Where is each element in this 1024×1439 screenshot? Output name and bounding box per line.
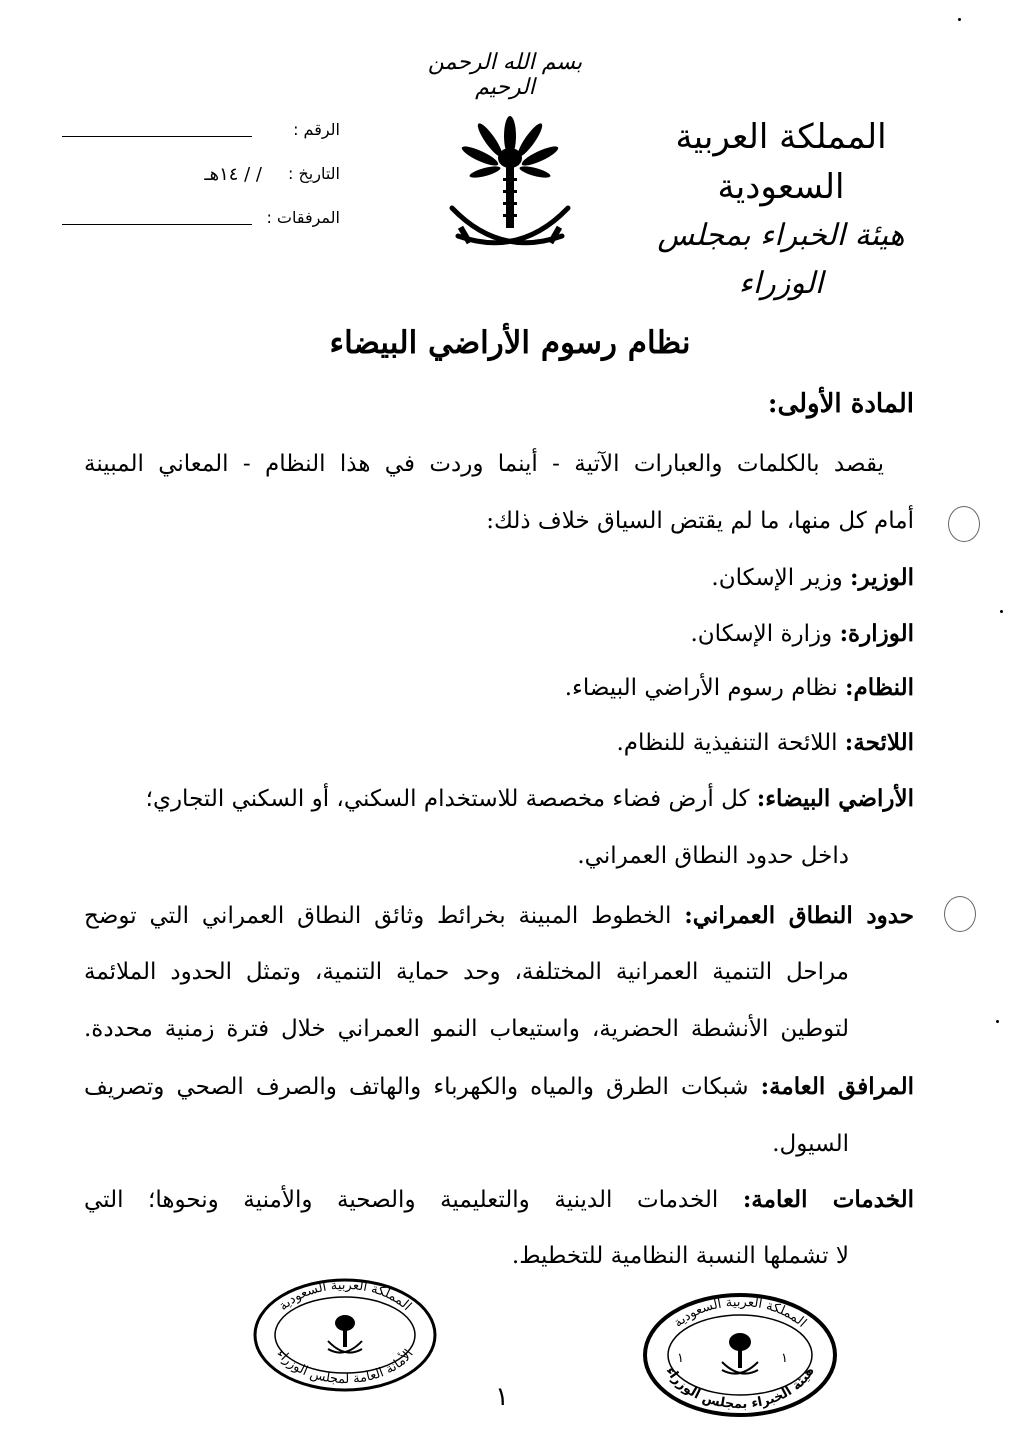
experts-commission-stamp: [640, 1290, 840, 1420]
definition-regulation: اللائحة: اللائحة التنفيذية للنظام.: [616, 729, 914, 756]
attachments-row: [40, 208, 340, 232]
attachments-line: [62, 224, 252, 225]
reference-row: [40, 120, 340, 144]
right-stamp-top-text: المملكة العربية السعودية: [671, 1294, 810, 1331]
definition-minister: الوزير: وزير الإسكان.: [711, 564, 914, 591]
organization-header: [612, 112, 950, 301]
definition-urban-boundary-continuation-2: لتوطين الأنشطة الحضرية، واستيعاب النمو العمراني خلال فترة زمنية محددة.: [84, 1016, 849, 1042]
kingdom-name: المملكة العربية السعودية: [675, 117, 887, 207]
definition-public-services-continuation: لا تشملها النسبة النظامية للتخطيط.: [511, 1243, 849, 1269]
authority-name: هيئة الخبراء بمجلس الوزراء: [657, 218, 905, 301]
intro-line-1: يقصد بالكلمات والعبارات الآتية - أينما وردت في هذا النظام - المعاني المبينة: [84, 451, 884, 477]
margin-mark: [948, 506, 980, 542]
article-heading: المادة الأولى:: [767, 389, 914, 419]
basmala: بسم الله الرحمن الرحيم: [427, 50, 583, 100]
definition-white-lands-continuation: داخل حدود النطاق العمراني.: [577, 843, 849, 869]
saudi-emblem-icon: [440, 108, 580, 268]
definition-public-services: الخدمات العامة: الخدمات الدينية والتعليمية والصحية والأمنية ونحوها؛ التي: [84, 1186, 914, 1213]
right-stamp-bottom-text: هيئة الخبراء بمجلس الوزراء: [662, 1364, 818, 1413]
margin-mark: [944, 896, 976, 932]
left-stamp-top-text: المملكة العربية السعودية: [276, 1277, 415, 1315]
general-secretariat-stamp: [250, 1275, 440, 1395]
intro-line-2: أمام كل منها، ما لم يقتض السياق خلاف ذلك:: [486, 508, 914, 534]
scan-speck: [958, 18, 961, 21]
scan-speck: [1000, 610, 1003, 613]
definition-urban-boundary: حدود النطاق العمراني: الخطوط المبينة بخرائط وثائق النطاق العمراني التي توضح: [84, 902, 914, 929]
reference-block: [40, 120, 340, 240]
page-number: ١: [495, 1382, 509, 1412]
right-stamp-number-right: ١: [781, 1351, 788, 1366]
right-stamp-number-left: ١: [677, 1351, 684, 1366]
svg-text:المملكة العربية السعودية: [276, 1278, 414, 1314]
reference-line: [62, 136, 252, 137]
definition-public-utilities: المرافق العامة: شبكات الطرق والمياه والكهرباء والهاتف والصرف الصحي وتصريف: [84, 1073, 914, 1100]
scan-speck: [996, 1020, 999, 1023]
definition-public-utilities-continuation: السيول.: [772, 1131, 849, 1157]
attachments-label: المرفقات :: [266, 208, 340, 227]
definition-white-lands: الأراضي البيضاء: كل أرض فضاء مخصصة للاستخدام السكني، أو السكني التجاري؛: [145, 785, 914, 812]
definition-urban-boundary-continuation-1: مراحل التنمية العمرانية المختلفة، وحد حماية التنمية، وتمثل الحدود الملائمة: [84, 959, 849, 985]
reference-label: الرقم :: [293, 120, 340, 139]
document-title: نظام رسوم الأراضي البيضاء: [329, 325, 691, 361]
date-row: [40, 164, 340, 188]
left-stamp-bottom-text: الأمانة العامة لمجلس الوزراء: [273, 1346, 417, 1388]
date-label: التاريخ :: [287, 164, 340, 183]
definition-ministry: الوزارة: وزارة الإسكان.: [690, 620, 914, 647]
date-value: / / ١٤هـ: [204, 164, 262, 185]
definition-system: النظام: نظام رسوم الأراضي البيضاء.: [564, 674, 914, 701]
